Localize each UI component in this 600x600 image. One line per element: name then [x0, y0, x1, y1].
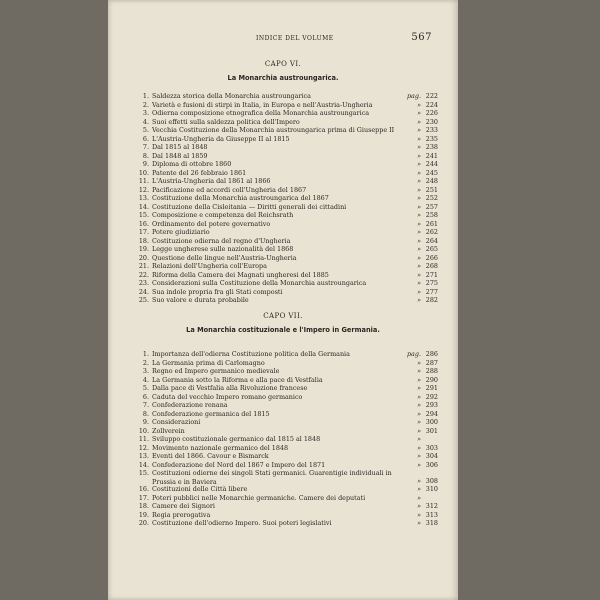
toc-entry-number: 13. [138, 452, 149, 460]
toc-entry-title: Considerazioni sulla Costituzione della Monarchia austroungarica [152, 279, 367, 287]
toc-entry-number: 5. [142, 126, 149, 134]
toc-entry-page-marker: pag. [406, 350, 421, 358]
toc-entry-number: 19. [138, 245, 149, 253]
toc-entry-page-marker: pag. [406, 92, 421, 100]
toc-entry-page-marker: » [417, 384, 421, 392]
toc-entry-title: Sviluppo costituzionale germanico dal 1815 al 1848 [152, 435, 321, 443]
toc-entry-number: 13. [138, 194, 149, 202]
toc-entry-page: 301 [425, 426, 438, 435]
toc-entry-page-marker: » [417, 435, 421, 443]
toc-entry-page-marker: » [417, 100, 421, 109]
toc-entry-title: Eventi del 1866. Cavour e Bismarck [152, 452, 269, 460]
toc-entry-page: 312 [425, 502, 438, 510]
toc-entry-number: 11. [138, 177, 149, 185]
toc-entry-title: Suoi effetti sulla saldezza politica dell'Impero [152, 117, 300, 126]
toc-entry-title: Odierna composizione etnografica della Monarchia austroungarica [152, 109, 370, 117]
toc-entry-title: Sua indole propria fra gli Stati composti [152, 287, 283, 296]
toc-entry-title: Pacificazione ed accordi coll'Ungheria del 1867 [152, 185, 307, 194]
toc-entry-number: 21. [138, 262, 149, 270]
toc-entry-page-marker: » [417, 502, 421, 510]
toc-entry-page-marker: » [417, 228, 421, 236]
toc-entry-title: Costituzione della Cisleitania — Diritti generali dei cittadini [152, 202, 347, 211]
toc-entry-page: 251 [425, 185, 438, 194]
toc-entry-title: Saldezza storica della Monarchia austroungarica [152, 92, 311, 100]
toc-entry [138, 469, 438, 485]
toc-entry [138, 461, 438, 470]
toc-entry-page: 288 [425, 367, 438, 375]
toc-entry-page-marker: » [417, 296, 421, 304]
toc-entry [138, 177, 438, 186]
toc-entry-number: 1. [142, 92, 149, 100]
toc-entry-title: Confederazione del Nord del 1867 e Impero del 1871 [152, 460, 326, 469]
toc-entry [138, 228, 438, 237]
toc-entry-title: Questione delle lingue nell'Austria-Ungheria [152, 253, 297, 262]
toc-entry-title: La Germania prima di Carlomagno [152, 358, 265, 367]
toc-entry [138, 220, 438, 229]
toc-entry [138, 410, 438, 419]
toc-entry [138, 485, 438, 494]
toc-entry-page-marker: » [417, 151, 421, 160]
toc-entry-page-marker: » [417, 270, 421, 279]
toc-entry-number: 1. [142, 350, 149, 358]
toc-entry-page-marker: » [417, 493, 421, 502]
toc-entry-number: 18. [138, 236, 149, 245]
toc-entry-page: 264 [425, 236, 438, 245]
chapter-7-heading [108, 312, 458, 334]
toc-entry-page: 245 [425, 168, 438, 177]
toc-entry-page: 308 [425, 477, 438, 485]
toc-entry-title: Costituzione odierna del regno d'Ungheria [152, 236, 291, 245]
toc-entry-number: 14. [138, 460, 149, 469]
toc-entry-number: 22. [138, 270, 149, 279]
toc-entry [138, 101, 438, 110]
toc-entry-page-marker: » [417, 375, 421, 384]
toc-entry-title: Costituzioni delle Città libere [152, 485, 248, 493]
toc-entry-page: 303 [425, 443, 438, 452]
running-header [108, 32, 458, 44]
toc-entry-title: Patente del 26 febbraio 1861 [152, 168, 247, 177]
toc-entry-page-marker: » [417, 426, 421, 435]
toc-entry-page: 290 [425, 375, 438, 384]
toc-entry-page: 238 [425, 143, 438, 151]
toc-entry-page-marker: » [417, 126, 421, 134]
toc-entry-page-marker: » [417, 219, 421, 228]
toc-entry-page: 271 [425, 270, 438, 279]
toc-entry-title: Ordinamento del potere governativo [152, 219, 271, 228]
toc-entry-title: Costituzione dell'odierno Impero. Suoi poteri legislativi [152, 519, 332, 527]
toc-entry-number: 4. [142, 117, 149, 126]
toc-entry-title: Confederazione germanica del 1815 [152, 409, 270, 418]
toc-entry-page-marker: » [417, 245, 421, 253]
toc-entry-page: 304 [425, 452, 438, 460]
toc-entry [138, 143, 438, 152]
toc-entry [138, 519, 438, 528]
toc-entry-title: Suo valore e durata probabile [152, 296, 249, 304]
toc-entry [138, 109, 438, 118]
toc-entry-page-marker: » [417, 510, 421, 519]
toc-entry-number: 7. [142, 401, 149, 409]
toc-entry-page: 265 [425, 245, 438, 253]
toc-entry-page: 222 [425, 92, 438, 100]
toc-entry [138, 92, 438, 101]
toc-entry-page-marker: » [417, 443, 421, 452]
toc-entry-title: Regno ed Impero germanico medievale [152, 367, 280, 375]
toc-entry [138, 135, 438, 144]
toc-entry [138, 359, 438, 368]
toc-entry-number: 16. [138, 485, 149, 493]
toc-entry-number: 10. [138, 168, 149, 177]
toc-entry-number: 24. [138, 287, 149, 296]
toc-entry-number: 15. [138, 469, 149, 477]
toc-entry-title: Dalla pace di Vestfalia alla Rivoluzione francese [152, 384, 308, 392]
toc-entry-page-marker: » [417, 279, 421, 287]
toc-entry-number: 12. [138, 185, 149, 194]
toc-entry [138, 296, 438, 305]
chapter-6-heading [108, 60, 458, 82]
toc-entry-number: 7. [142, 143, 149, 151]
chapter-6-title: La Monarchia austroungarica. [227, 74, 339, 82]
toc-entry-number: 19. [138, 510, 149, 519]
toc-entry-page: 310 [425, 485, 438, 493]
toc-entry-title: Importanza dell'odierna Costituzione politica della Germania [152, 350, 350, 358]
toc-entry [138, 194, 438, 203]
toc-entry-number: 25. [138, 296, 149, 304]
toc-entry [138, 511, 438, 520]
toc-entry-page-marker: » [417, 202, 421, 211]
toc-entry-page: 286 [425, 350, 438, 358]
toc-entry-page: 287 [425, 358, 438, 367]
toc-entry-number: 10. [138, 426, 149, 435]
toc-entry-title: Costituzioni odierne dei singoli Stati germanici. Guarentigie individuali in Prussia e in Baviera [152, 469, 392, 486]
toc-entry-number: 9. [142, 160, 149, 168]
toc-entry-title: Caduta del vecchio Impero romano germanico [152, 392, 303, 401]
toc-entry-page-marker: » [417, 177, 421, 185]
toc-entry [138, 376, 438, 385]
toc-entry-title: L'Austria-Ungheria da Giuseppe II al 1815 [152, 134, 290, 143]
toc-entry-number: 9. [142, 418, 149, 426]
toc-entry-page-marker: » [417, 409, 421, 418]
toc-entry-title: Zollverein [152, 426, 185, 435]
chapter-7-contents [138, 350, 438, 528]
toc-entry-page: 241 [425, 151, 438, 160]
toc-entry-title: Movimento nazionale germanico del 1848 [152, 443, 289, 452]
toc-entry-number: 16. [138, 219, 149, 228]
toc-entry-title: Regia prerogativa [152, 510, 211, 519]
toc-entry [138, 169, 438, 178]
toc-entry [138, 126, 438, 135]
toc-entry-number: 18. [138, 502, 149, 510]
toc-entry-title: Vecchia Costituzione della Monarchia austroungarica prima di Giuseppe II [152, 126, 395, 134]
toc-entry-page: 257 [425, 202, 438, 211]
toc-entry-number: 14. [138, 202, 149, 211]
page-number: 567 [411, 32, 432, 43]
toc-entry-page: 266 [425, 253, 438, 262]
toc-entry [138, 494, 438, 503]
toc-entry-page-marker: » [417, 452, 421, 460]
toc-entry [138, 160, 438, 169]
toc-entry-page-marker: » [417, 236, 421, 245]
toc-entry-title: Legge ungherese sulle nazionalità del 1868 [152, 245, 294, 253]
toc-entry-number: 8. [142, 151, 149, 160]
toc-entry-page: 277 [425, 287, 438, 296]
toc-entry-page-marker: » [417, 392, 421, 401]
toc-entry-number: 3. [142, 109, 149, 117]
toc-entry-number: 2. [142, 358, 149, 367]
toc-entry-page: 224 [425, 100, 438, 109]
toc-entry-page: 233 [425, 126, 438, 134]
toc-entry-number: 6. [142, 134, 149, 143]
toc-entry-number: 5. [142, 384, 149, 392]
toc-entry-title: Riforma della Camera dei Magnati ungheresi del 1885 [152, 270, 329, 279]
toc-entry-number: 8. [142, 409, 149, 418]
toc-entry-page-marker: » [417, 253, 421, 262]
toc-entry-title: La Germania sotto la Riforma e alla pace di Vestfalia [152, 375, 323, 384]
toc-entry-title: Diploma di ottobre 1860 [152, 160, 232, 168]
toc-entry-title: Composizione e competenza del Reichsrath [152, 211, 294, 219]
toc-entry-page: 282 [425, 296, 438, 304]
toc-entry-number: 20. [138, 253, 149, 262]
toc-entry [138, 211, 438, 220]
toc-entry-number: 6. [142, 392, 149, 401]
toc-entry [138, 288, 438, 297]
toc-entry [138, 254, 438, 263]
toc-entry-title: Dal 1848 al 1859 [152, 151, 208, 160]
toc-entry [138, 279, 438, 288]
toc-entry-page: 261 [425, 219, 438, 228]
toc-entry-number: 17. [138, 228, 149, 236]
toc-entry-page-marker: » [417, 460, 421, 469]
toc-entry-title: L'Austria-Ungheria dal 1861 al 1866 [152, 177, 271, 185]
toc-entry-page-marker: » [417, 519, 421, 527]
toc-entry-title: Dal 1815 al 1848 [152, 143, 208, 151]
toc-entry-page: 262 [425, 228, 438, 236]
toc-entry-page: 252 [425, 194, 438, 202]
toc-entry-title: Confederazione renana [152, 401, 228, 409]
toc-entry-page: 230 [425, 117, 438, 126]
book-page [108, 0, 458, 600]
running-title: INDICE DEL VOLUME [256, 35, 334, 42]
toc-entry-number: 2. [142, 100, 149, 109]
toc-entry-page-marker: » [417, 117, 421, 126]
toc-entry [138, 384, 438, 393]
toc-entry-page-marker: » [417, 262, 421, 270]
toc-entry [138, 203, 438, 212]
toc-entry-page-marker: » [417, 143, 421, 151]
toc-entry-page-marker: » [417, 185, 421, 194]
toc-entry-page: 306 [425, 460, 438, 469]
toc-entry [138, 418, 438, 427]
toc-entry-title: Considerazioni [152, 418, 201, 426]
toc-entry-number: 17. [138, 493, 149, 502]
toc-entry [138, 427, 438, 436]
toc-entry-title: Varietà e fusioni di stirpi in Italia, in Europa e nell'Austria-Ungheria [152, 100, 373, 109]
toc-entry [138, 350, 438, 359]
toc-entry-page-marker: » [417, 358, 421, 367]
toc-entry-title: Costituzione della Monarchia austroungarica del 1867 [152, 194, 329, 202]
toc-entry-page: 293 [425, 401, 438, 409]
toc-entry [138, 435, 438, 444]
toc-entry [138, 367, 438, 376]
chapter-6-contents [138, 92, 438, 305]
toc-entry-page: 244 [425, 160, 438, 168]
toc-entry-page-marker: » [417, 477, 421, 485]
toc-entry [138, 502, 438, 511]
toc-entry [138, 262, 438, 271]
toc-entry-page-marker: » [417, 211, 421, 219]
toc-entry [138, 393, 438, 402]
toc-entry-page-marker: » [417, 287, 421, 296]
toc-entry-page: 291 [425, 384, 438, 392]
toc-entry-page: 235 [425, 134, 438, 143]
toc-entry-page: 300 [425, 418, 438, 426]
chapter-6-label: CAPO VI. [264, 60, 302, 68]
toc-entry [138, 245, 438, 254]
chapter-7-title: La Monarchia costituzionale e l'Impero in Germania. [186, 326, 380, 334]
toc-entry [138, 452, 438, 461]
toc-entry-number: 20. [138, 519, 149, 527]
toc-entry-page: 313 [425, 510, 438, 519]
toc-entry-page: 294 [425, 409, 438, 418]
toc-entry-number: 3. [142, 367, 149, 375]
toc-entry-page-marker: » [417, 418, 421, 426]
toc-entry-title: Camere dei Signori [152, 502, 215, 510]
toc-entry-title: Relazioni dell'Ungheria coll'Europa [152, 262, 267, 270]
toc-entry-page: 275 [425, 279, 438, 287]
toc-entry-number: 23. [138, 279, 149, 287]
toc-entry [138, 271, 438, 280]
toc-entry [138, 186, 438, 195]
toc-entry-page: 248 [425, 177, 438, 185]
toc-entry-page: 226 [425, 109, 438, 117]
toc-entry [138, 401, 438, 410]
toc-entry [138, 444, 438, 453]
chapter-7-label: CAPO VII. [263, 312, 303, 320]
toc-entry [138, 152, 438, 161]
toc-entry [138, 237, 438, 246]
toc-entry-page-marker: » [417, 485, 421, 493]
toc-entry-title: Potere giudiziario [152, 228, 210, 236]
toc-entry-number: 12. [138, 443, 149, 452]
toc-entry-page: 292 [425, 392, 438, 401]
toc-entry-page: 268 [425, 262, 438, 270]
toc-entry-page: 258 [425, 211, 438, 219]
toc-entry-number: 4. [142, 375, 149, 384]
toc-entry-page-marker: » [417, 194, 421, 202]
toc-entry-page-marker: » [417, 109, 421, 117]
toc-entry-title: Poteri pubblici nelle Monarchie germaniche. Camere dei deputati [152, 493, 366, 502]
toc-entry-page-marker: » [417, 160, 421, 168]
toc-entry-page: 318 [425, 519, 438, 527]
toc-entry-page-marker: » [417, 401, 421, 409]
toc-entry [138, 118, 438, 127]
toc-entry-page-marker: » [417, 168, 421, 177]
toc-entry-page-marker: » [417, 134, 421, 143]
toc-entry-number: 15. [138, 211, 149, 219]
toc-entry-number: 11. [138, 435, 149, 443]
toc-entry-page-marker: » [417, 367, 421, 375]
